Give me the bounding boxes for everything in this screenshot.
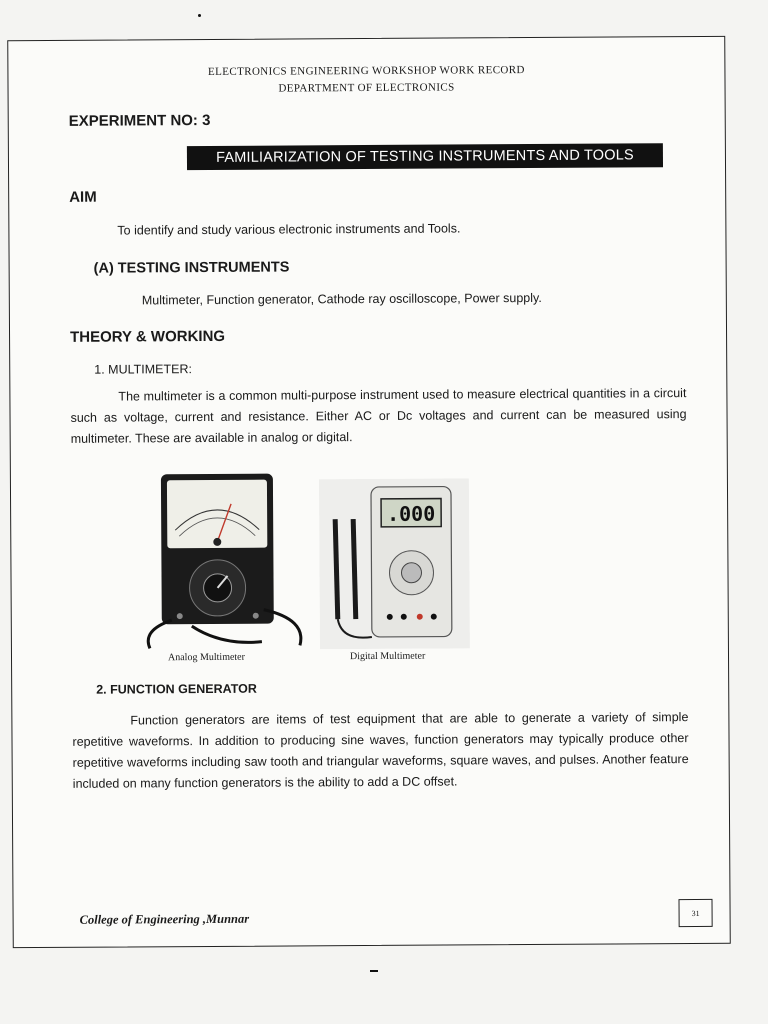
testing-instruments-list: Multimeter, Function generator, Cathode ray oscilloscope, Power supply. xyxy=(141,290,542,308)
experiment-number: EXPERIMENT NO: 3 xyxy=(68,111,211,130)
footer-college-name: College of Engineering ,Munnar xyxy=(79,911,250,927)
theory-heading: THEORY & WORKING xyxy=(69,327,226,346)
scan-speck xyxy=(370,970,378,972)
document-page xyxy=(7,36,731,948)
aim-text: To identify and study various electronic instruments and Tools. xyxy=(117,221,461,238)
multimeter-heading: 1. MULTIMETER: xyxy=(94,362,192,377)
analog-multimeter-image xyxy=(131,469,312,650)
function-generator-heading: 2. FUNCTION GENERATOR xyxy=(96,681,257,697)
testing-instruments-heading: (A) TESTING INSTRUMENTS xyxy=(93,259,290,277)
aim-heading: AIM xyxy=(69,188,97,206)
page-number: 31 xyxy=(678,899,712,927)
scan-speck xyxy=(198,14,201,17)
header-title: ELECTRONICS ENGINEERING WORKSHOP WORK RECORD xyxy=(207,64,525,78)
digital-multimeter-caption: Digital Multimeter xyxy=(349,650,426,663)
analog-multimeter-caption: Analog Multimeter xyxy=(167,651,245,664)
function-generator-text: Function generators are items of test equipment that are able to generate a variety of simple repetitive waveforms. In addition to producing sine waves, function generators may typically produce other repetitive waveforms including saw tooth and triangular waveforms, square waves, and pulses. Another feature included on many function generators is the ability to add a DC offset. xyxy=(72,710,689,791)
multimeter-text: The multimeter is a common multi-purpose instrument used to measure electrical quantities in a circuit such as voltage, current and resistance. Either AC or Dc voltages and current can be measured using multimeter. These are available in analog or digital. xyxy=(70,386,687,446)
header-department: DEPARTMENT OF ELECTRONICS xyxy=(278,81,455,95)
digital-display-reading: .000 xyxy=(386,501,436,526)
experiment-title: FAMILIARIZATION OF TESTING INSTRUMENTS AND TOOLS xyxy=(187,143,663,170)
